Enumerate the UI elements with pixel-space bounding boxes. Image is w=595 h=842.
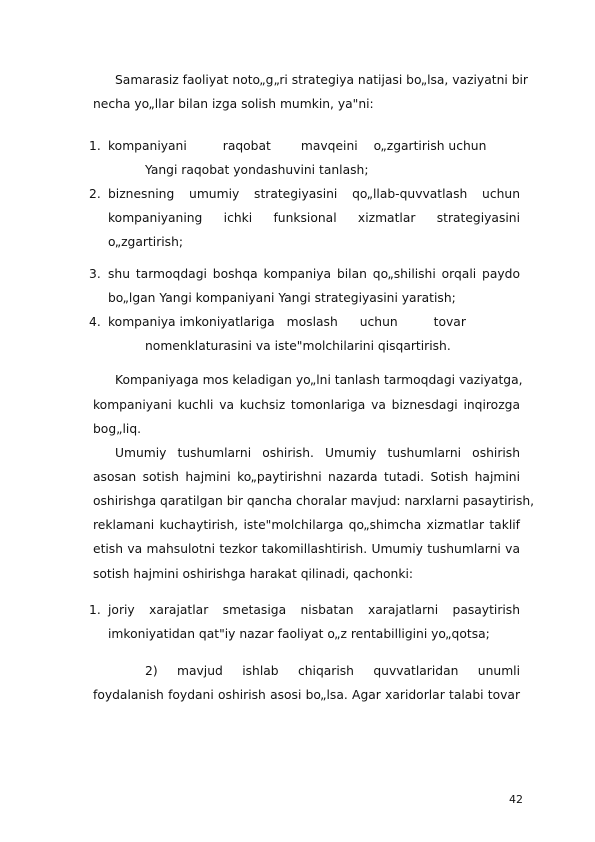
list-number: 4. — [89, 315, 101, 329]
list-number: 1. — [89, 603, 101, 617]
para2-line-3: oshirishga qaratilgan bir qancha choralar mavjud: narxlarni pasaytirish, — [93, 494, 535, 508]
para1-line-1: Kompaniyaga mos keladigan yo„lni tanlash tarmoqdagi vaziyatga, — [115, 373, 523, 387]
list-item-3-line-2: bo„lgan Yangi kompaniyani Yangi strategiyasini yaratish; — [108, 291, 456, 305]
list-item-4-line-1: kompaniya imkoniyatlariga moslash uchun tovar — [108, 315, 466, 329]
list-item-4-line-2: nomenklaturasini va iste"molchilarini qisqartirish. — [145, 339, 451, 353]
list-item-1-line-2: Yangi raqobat yondashuvini tanlash; — [145, 163, 369, 177]
para2-line-2: asosan sotish hajmini ko„paytirishni nazarda tutadi. Sotish hajmini — [93, 470, 520, 484]
para2-line-4: reklamani kuchaytirish, iste"molchilarga qo„shimcha xizmatlar taklif — [93, 518, 520, 532]
para2-line-6: sotish hajmini oshirishga harakat qilinadi, qachonki: — [93, 567, 414, 581]
para1-line-2: kompaniyani kuchli va kuchsiz tomonlariga va biznesdagi inqirozga — [93, 398, 520, 412]
list2-item-1-line-1: joriy xarajatlar smetasiga nisbatan xarajatlarni pasaytirish — [108, 603, 520, 617]
list-item-2-line-1: biznesning umumiy strategiyasini qo„llab-quvvatlash uchun — [108, 187, 520, 201]
list-number: 2. — [89, 187, 101, 201]
para3-line-1: 2) mavjud ishlab chiqarish quvvatlaridan unumli — [145, 664, 520, 678]
list-item-2-line-3: o„zgartirish; — [108, 235, 184, 249]
intro-line-1: Samarasiz faoliyat noto„g„ri strategiya natijasi bo„lsa, vaziyatni bir — [115, 73, 528, 87]
intro-line-2: necha yo„llar bilan izga solish mumkin, ya"ni: — [93, 97, 374, 111]
page-number: 42 — [509, 793, 523, 806]
list-number: 1. — [89, 139, 101, 153]
list2-item-1-line-2: imkoniyatidan qat"iy nazar faoliyat o„z rentabilligini yo„qotsa; — [108, 627, 490, 641]
list-item-3-line-1: shu tarmoqdagi boshqa kompaniya bilan qo„shilishi orqali paydo — [108, 267, 520, 281]
list-item-2-line-2: kompaniyaning ichki funksional xizmatlar strategiyasini — [108, 211, 520, 225]
list-number: 3. — [89, 267, 101, 281]
para2-line-1: Umumiy tushumlarni oshirish. Umumiy tushumlarni oshirish — [115, 446, 520, 460]
para3-line-2: foydalanish foydani oshirish asosi bo„lsa. Agar xaridorlar talabi tovar — [93, 688, 520, 702]
para1-line-3: bog„liq. — [93, 422, 142, 436]
list-item-1-line-1: kompaniyani raqobat mavqeini o„zgartirish uchun — [108, 139, 487, 153]
para2-line-5: etish va mahsulotni tezkor takomillashtirish. Umumiy tushumlarni va — [93, 542, 520, 556]
